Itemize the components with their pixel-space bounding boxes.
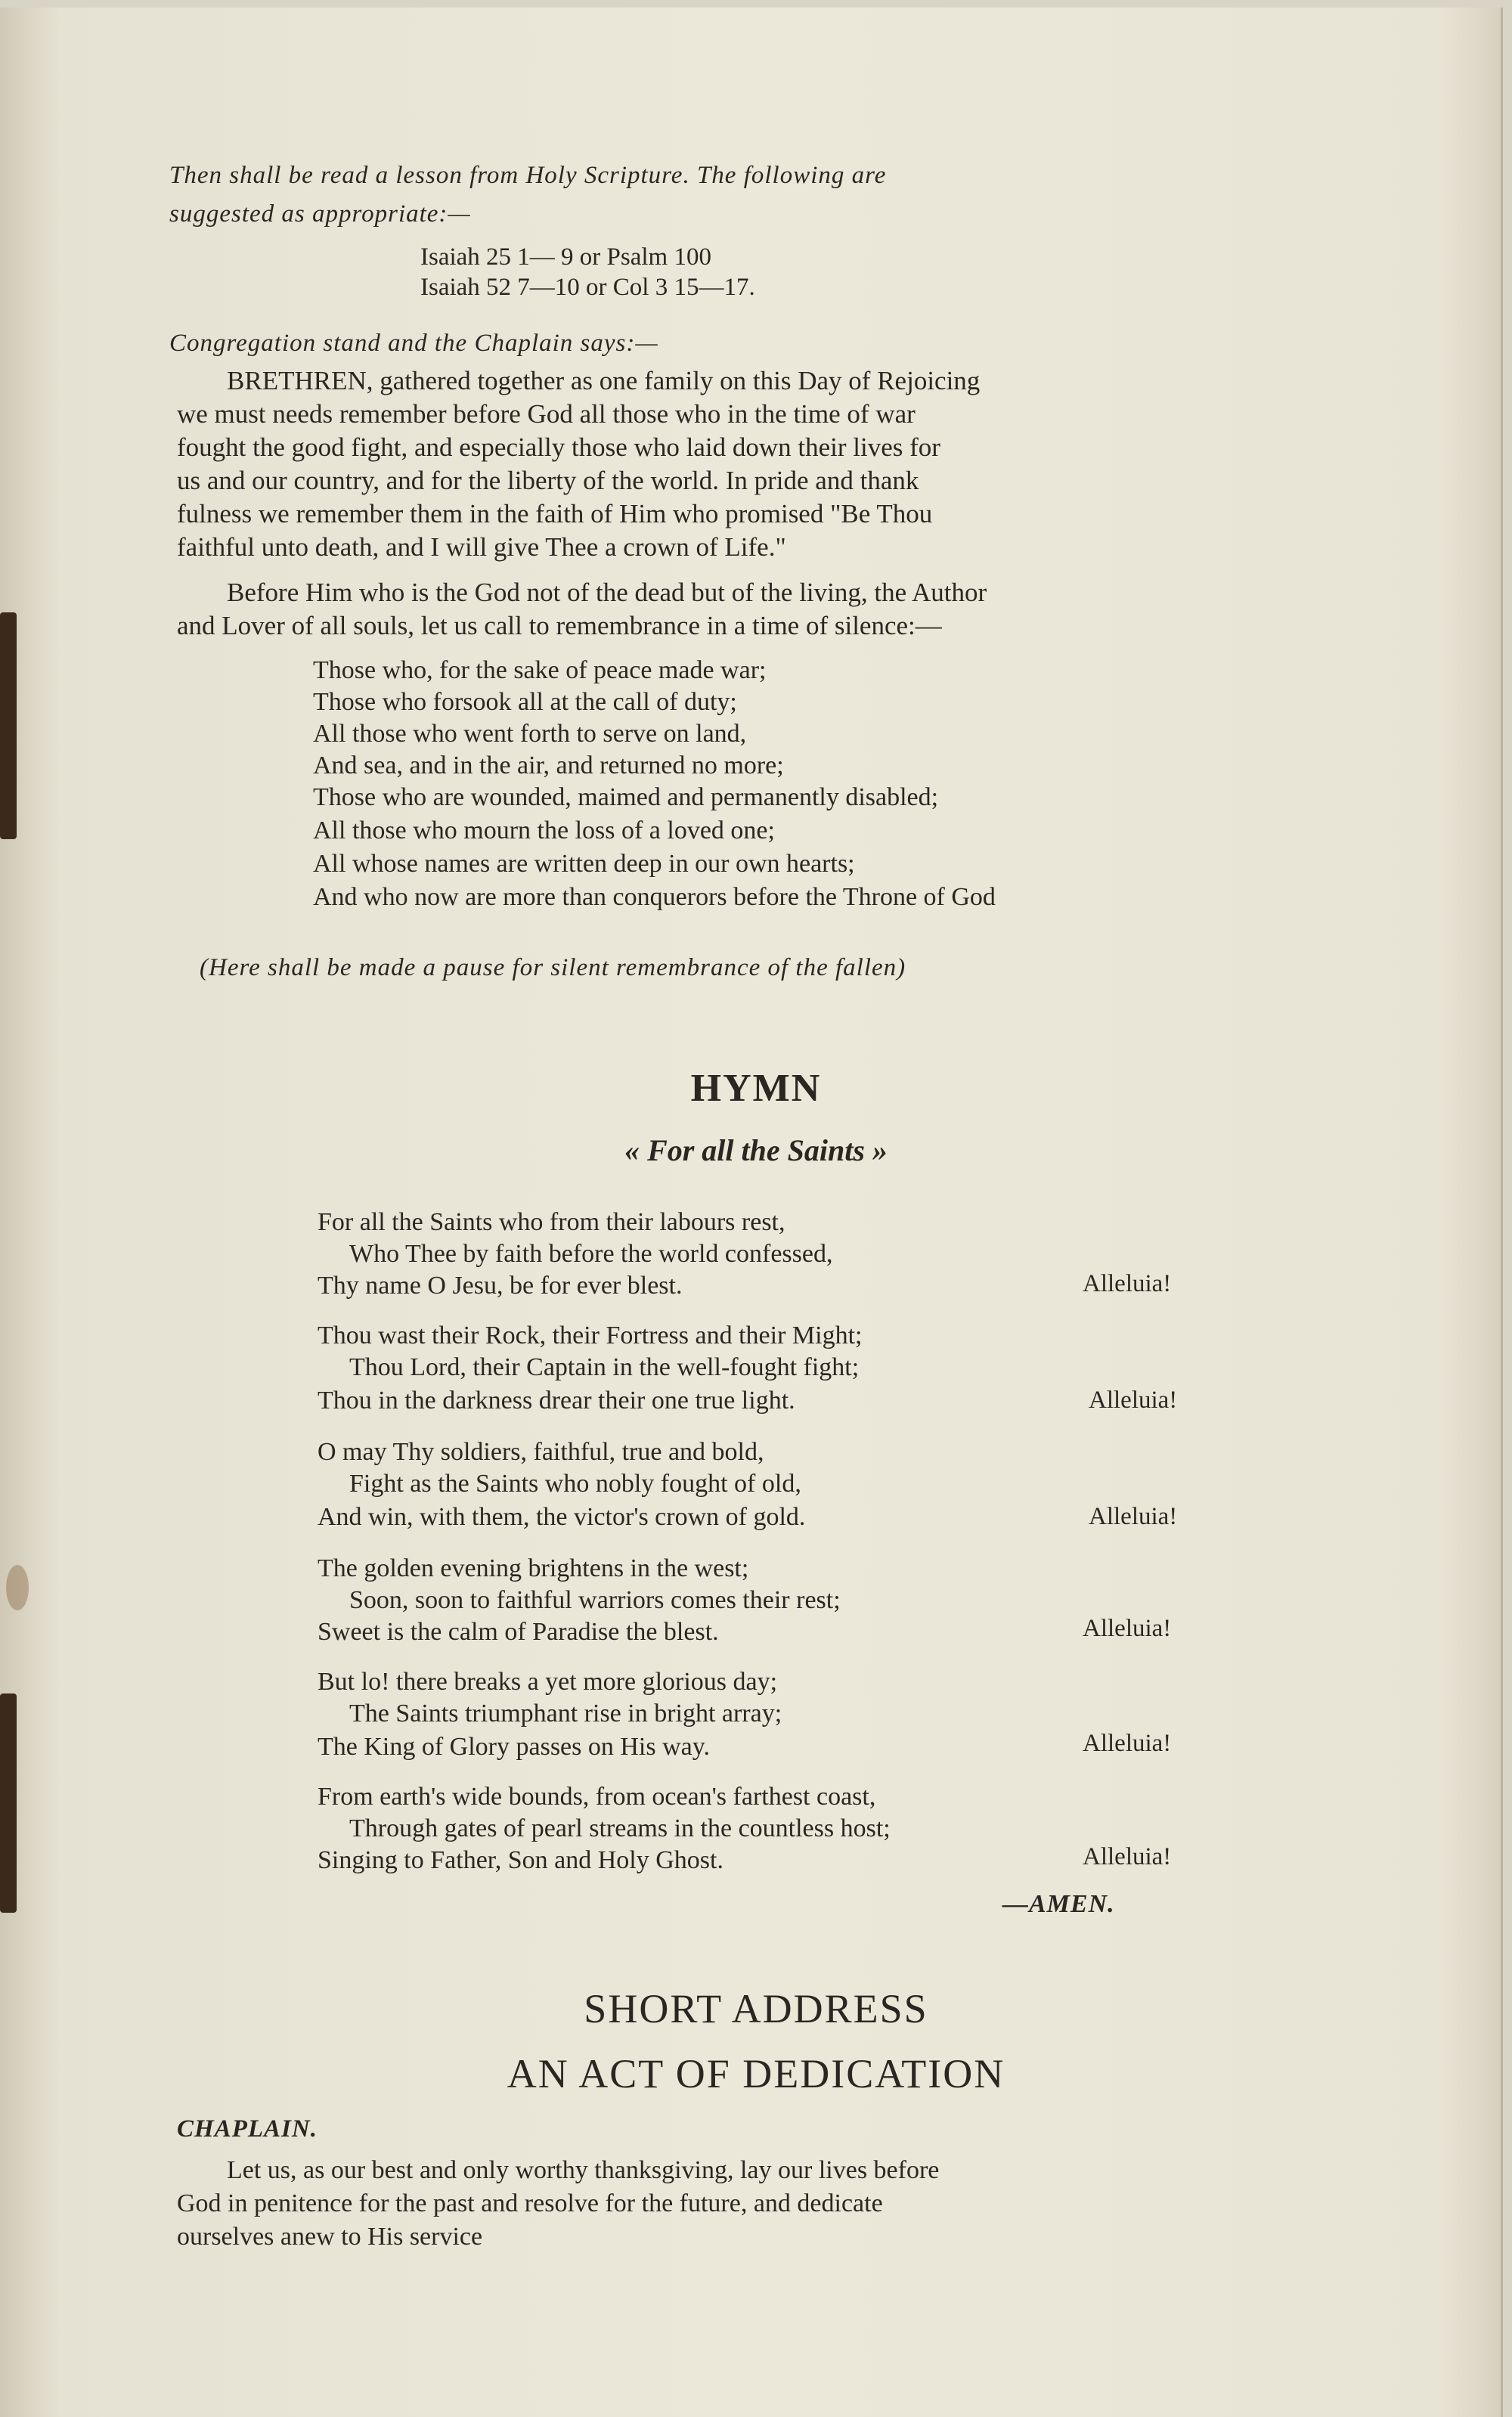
remembrance-line-1: Those who, for the sake of peace made war; [313,656,767,684]
verse-4-line-2: Soon, soon to faithful warriors comes their rest; [349,1586,841,1614]
verse-1-line-2: Who Thee by faith before the world confessed, [349,1240,833,1268]
verse-6-alleluia: Alleluia! [1083,1843,1172,1870]
verse-2-line-1: Thou wast their Rock, their Fortress and their Might; [318,1322,863,1349]
binding-stain-lower [0,1693,17,1913]
reading-1: Isaiah 25 1— 9 or Psalm 100 [420,243,711,271]
brethren-line-5: fulness we remember them in the faith of Him who promised "Be Thou [177,499,933,528]
verse-5-line-1: But lo! there breaks a yet more glorious day; [318,1668,778,1696]
brethren-line-1: BRETHREN, gathered together as one family on this Day of Rejoicing [227,366,981,395]
hymn-heading: HYMN [690,1067,822,1110]
remembrance-line-7: All whose names are written deep in our own hearts; [313,850,855,878]
verse-3-line-1: O may Thy soldiers, faithful, true and bold, [318,1438,764,1466]
verse-2-line-3: Thou in the darkness drear their one true light. [318,1387,795,1415]
rubric-line-2: suggested as appropriate:— [169,200,471,228]
brethren-line-4: us and our country, and for the liberty of the world. In pride and thank [177,466,919,495]
hymn-amen: —AMEN. [1002,1890,1115,1918]
dedication-line-2: God in penitence for the past and resolve for the future, and dedicate [177,2189,883,2217]
remembrance-line-5: Those who are wounded, maimed and permanently disabled; [313,783,939,811]
brethren-line-3: fought the good fight, and especially those who laid down their lives for [177,432,940,462]
binding-stain-upper [0,612,17,839]
hymn-title: « For all the Saints » [624,1133,888,1167]
verse-3-line-2: Fight as the Saints who nobly fought of old, [349,1470,801,1498]
verse-6-line-2: Through gates of pearl streams in the countless host; [349,1814,891,1842]
congregation-rubric: Congregation stand and the Chaplain says:— [169,330,658,357]
remembrance-line-6: All those who mourn the loss of a loved one; [313,817,775,844]
remembrance-line-8: And who now are more than conquerors before the Throne of God [313,883,996,911]
verse-2-alleluia: Alleluia! [1089,1387,1178,1414]
chaplain-label: CHAPLAIN. [177,2115,318,2143]
page-stain [6,1565,29,1610]
verse-3-line-3: And win, with them, the victor's crown of gold. [318,1503,806,1531]
remembrance-line-2: Those who forsook all at the call of duty; [313,688,737,716]
dedication-line-1: Let us, as our best and only worthy thanksgiving, lay our lives before [227,2156,940,2184]
short-address-heading: SHORT ADDRESS [584,1986,928,2031]
verse-4-alleluia: Alleluia! [1083,1615,1172,1642]
verse-6-line-1: From earth's wide bounds, from ocean's farthest coast, [318,1783,876,1811]
verse-6-line-3: Singing to Father, Son and Holy Ghost. [318,1846,723,1874]
verse-1-line-3: Thy name O Jesu, be for ever blest. [318,1272,683,1300]
act-of-dedication-heading: AN ACT OF DEDICATION [507,2051,1005,2096]
remembrance-line-4: And sea, and in the air, and returned no more; [313,751,784,779]
verse-1-line-1: For all the Saints who from their labours rest, [318,1208,785,1236]
before-line-1: Before Him who is the God not of the dead but of the living, the Author [227,578,987,607]
verse-1-alleluia: Alleluia! [1083,1270,1172,1297]
dedication-line-3: ourselves anew to His service [177,2223,483,2251]
remembrance-line-3: All those who went forth to serve on land, [313,720,747,748]
pause-rubric: (Here shall be made a pause for silent remembrance of the fallen) [200,954,906,981]
verse-3-alleluia: Alleluia! [1089,1503,1178,1530]
verse-5-line-2: The Saints triumphant rise in bright array; [349,1700,782,1728]
reading-2: Isaiah 52 7—10 or Col 3 15—17. [420,274,755,301]
verse-5-line-3: The King of Glory passes on His way. [318,1733,711,1761]
before-line-2: and Lover of all souls, let us call to remembrance in a time of silence:— [177,611,942,640]
verse-4-line-3: Sweet is the calm of Paradise the blest. [318,1618,719,1646]
rubric-line-1: Then shall be read a lesson from Holy Scripture. The following are [169,162,887,189]
verse-2-line-2: Thou Lord, their Captain in the well-fought fight; [349,1353,860,1381]
brethren-line-2: we must needs remember before God all those who in the time of war [177,399,916,429]
verse-5-alleluia: Alleluia! [1083,1730,1172,1757]
brethren-line-6: faithful unto death, and I will give Thee a crown of Life." [177,532,786,562]
verse-4-line-1: The golden evening brightens in the west; [318,1554,749,1582]
